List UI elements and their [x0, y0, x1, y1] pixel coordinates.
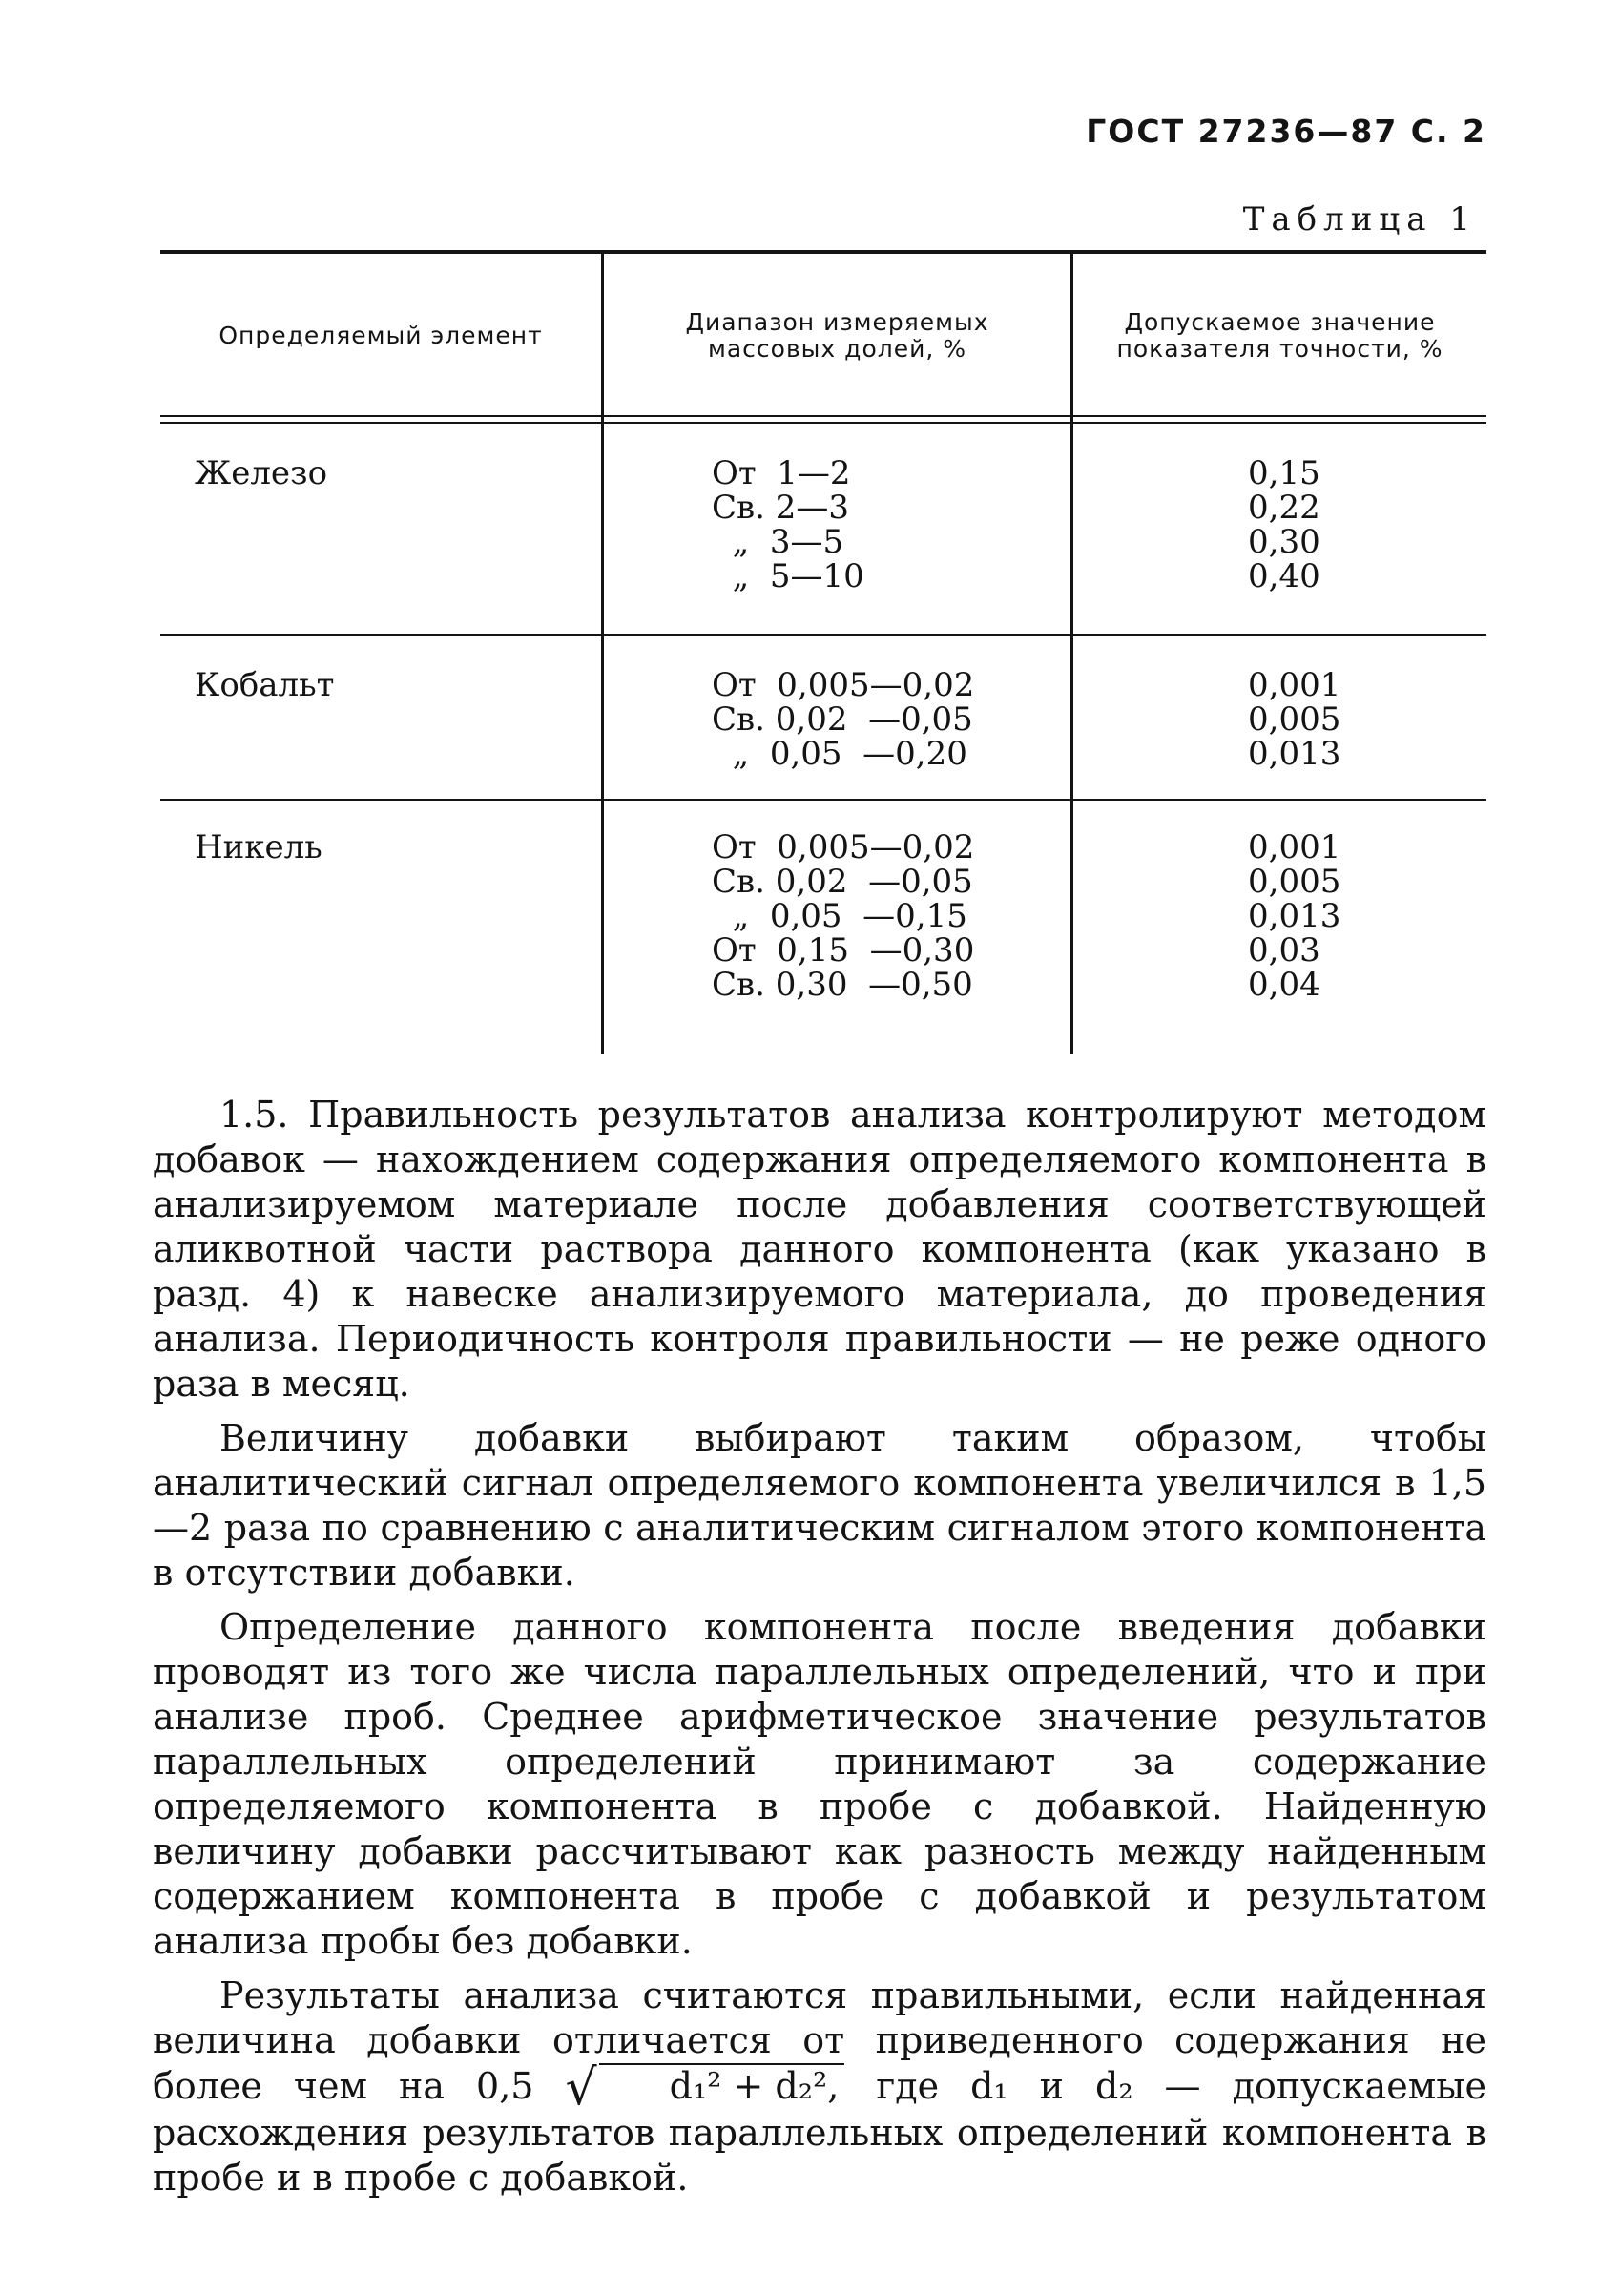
row-element-iron: Железо [195, 454, 328, 492]
row-ranges-nickel: От 0,005—0,02 Св. 0,02 —0,05 „ 0,05 —0,15 От 0,15 —0,30 Св. 0,30 —0,50 [712, 828, 975, 1004]
row-values-nickel: 0,001 0,005 0,013 0,03 0,04 [1248, 828, 1341, 1004]
formula-radicand: d₁² + d₂², [599, 2063, 845, 2107]
row-ranges-cobalt: От 0,005—0,02 Св. 0,02 —0,05 „ 0,05 —0,20 [712, 666, 975, 773]
column-header-element: Определяемый элемент [218, 322, 543, 349]
paragraph-determination: Определение данного компонента после введения добавки проводят из того же числа параллельных определений, что и при анализе проб. Среднее арифметическое значение результатов параллельных определений принимают за содержание определяемого компонента в пробе с добавкой. Найденную величину добавки рассчитывают как разность между найденным содержанием компонента в пробе с добавкой и результатом анализа пробы без добавки. [153, 1606, 1486, 1962]
paragraph-1-5: 1.5. Правильность результатов анализа контролируют методом добавок — нахождением содержания определяемого компонента в анализируемом материале после добавления соответствующей аликвотной части раствора данного компонента (как указано в разд. 4) к навеске анализируемого материала, до проведения анализа. Периодичность контроля правильности — не реже одного раза в месяц. [153, 1094, 1486, 1405]
radical-sign: √ [565, 2059, 597, 2117]
row-values-iron: 0,15 0,22 0,30 0,40 [1248, 454, 1320, 595]
paragraph-results [153, 1973, 1486, 2201]
paragraph-additive-size: Величину добавки выбирают таким образом, чтобы аналитический сигнал определяемого компонента увеличился в 1,5—2 раза по сравнению с аналитическим сигналом этого компонента в отсутствии добавки. [153, 1417, 1486, 1594]
column-header-range: Диапазон измеряемых массовых долей, % [685, 308, 989, 363]
results-text-after: где d₁ и d₂ — допускаемые расхождения результатов параллельных определений компонента в пробе и в пробе с добавкой. [153, 2065, 1486, 2199]
sqrt-formula [565, 2059, 844, 2117]
table-row-divider [160, 799, 1486, 801]
column-header-accuracy: Допускаемое значение показателя точности, % [1116, 308, 1443, 363]
body-text [153, 1093, 1486, 2201]
row-element-nickel: Никель [195, 828, 322, 866]
table-header-rule [160, 422, 1486, 424]
data-table [160, 250, 1486, 1054]
table-row-divider [160, 634, 1486, 636]
row-ranges-iron: От 1—2 Св. 2—3 „ 3—5 „ 5—10 [712, 454, 864, 595]
page-header: ГОСТ 27236—87 С. 2 [1086, 113, 1486, 150]
row-values-cobalt: 0,001 0,005 0,013 [1248, 666, 1341, 773]
row-element-cobalt: Кобальт [195, 666, 335, 704]
table-header-rule [160, 415, 1486, 417]
table-caption: Таблица 1 [1242, 200, 1477, 239]
table-top-rule [160, 250, 1486, 254]
results-text-before: Результаты анализа считаются правильными, если найденная величина добавки отличается от приведенного содержания не более чем на 0,5 [153, 1974, 1486, 2107]
